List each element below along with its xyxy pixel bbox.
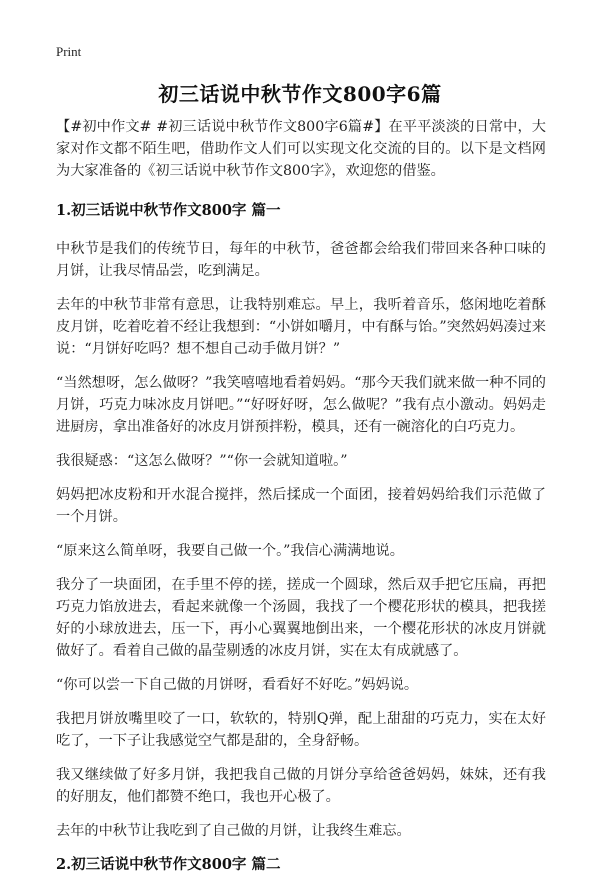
- paragraph: 我又继续做了好多月饼，我把我自己做的月饼分享给爸爸妈妈，妹妹，还有我的好朋友，他们都赞不绝口，我也开心极了。: [56, 767, 546, 805]
- paragraph: 妈妈把冰皮粉和开水混合搅拌，然后揉成一个面团，接着妈妈给我们示范做了一个月饼。: [56, 487, 546, 525]
- print-link[interactable]: Print: [56, 44, 82, 59]
- paragraph: “你可以尝一下自己做的月饼呀，看看好不好吃。”妈妈说。: [56, 677, 419, 693]
- page-title: 初三话说中秋节作文800字6篇: [158, 82, 442, 106]
- section-heading-2: 2.初三话说中秋节作文800字 篇二: [56, 856, 281, 873]
- paragraph: 去年的中秋节让我吃到了自己做的月饼，让我终生难忘。: [56, 823, 411, 839]
- section-heading-1: 1.初三话说中秋节作文800字 篇一: [56, 202, 281, 219]
- paragraph: “原来这么简单呀，我要自己做一个。”我信心满满地说。: [56, 543, 404, 559]
- paragraph: 我分了一块面团，在手里不停的搓，搓成一个圆球，然后双手把它压扁，再把巧克力馅放进去，看起来就像一个汤圆，我找了一个樱花形状的模具，把我搓好的小球放进去，压一下，再小心翼翼地倒出来，一个樱花形状的冰皮月饼就做好了。看着自己做的晶莹剔透的冰皮月饼，实在太有成就感了。: [56, 577, 546, 659]
- paragraph: “当然想呀，怎么做呀？”我笑嘻嘻地看着妈妈。“那今天我们就来做一种不同的月饼，巧克力味冰皮月饼吧。”“好呀好呀，怎么做呢？”我有点小激动。妈妈走进厨房，拿出准备好的冰皮月饼预拌粉，模具，还有一碗溶化的白巧克力。: [56, 375, 546, 435]
- intro-paragraph: 【#初中作文# #初三话说中秋节作文800字6篇#】在平平淡淡的日常中，大家对作文都不陌生吧，借助作文人们可以实现文化交流的目的。以下是文档网为大家准备的《初三话说中秋节作文800字》，欢迎您的借鉴。: [56, 119, 546, 179]
- article-body: [56, 116, 546, 892]
- paragraph: 中秋节是我们的传统节日，每年的中秋节，爸爸都会给我们带回来各种口味的月饼，让我尽情品尝，吃到满足。: [56, 241, 546, 279]
- paragraph: 我很疑惑：“这怎么做呀？”“你一会就知道啦。”: [56, 453, 348, 469]
- paragraph: 去年的中秋节非常有意思，让我特别难忘。早上，我听着音乐，悠闲地吃着酥皮月饼，吃着吃着不经让我想到：“小饼如嚼月，中有酥与饴。”突然妈妈凑过来说：“月饼好吃吗？想不想自己动手做月饼？”: [56, 297, 546, 357]
- paragraph: 我把月饼放嘴里咬了一口，软软的，特别Q弹，配上甜甜的巧克力，实在太好吃了，一下子让我感觉空气都是甜的，全身舒畅。: [56, 711, 546, 749]
